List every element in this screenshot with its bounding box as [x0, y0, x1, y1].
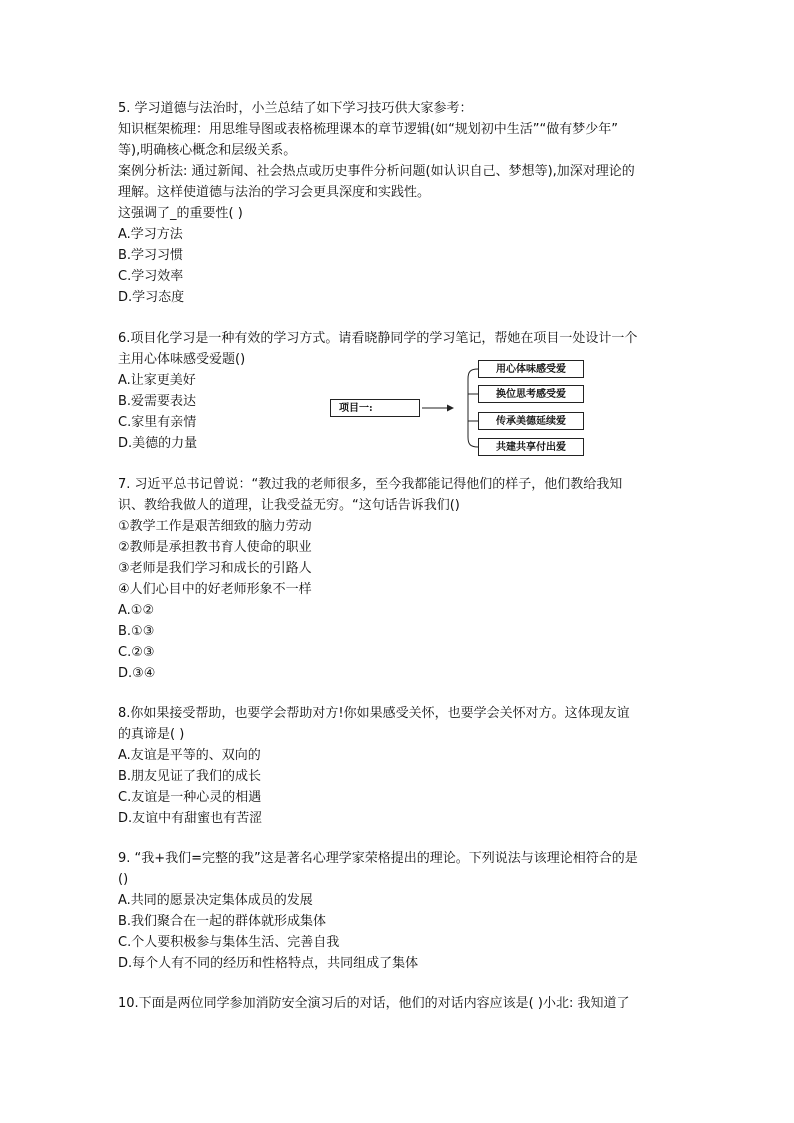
q7-line2: 识、教给我做人的道理，让我受益无穷。“这句话告诉我们() [118, 498, 460, 513]
project-diagram [328, 355, 590, 461]
q8-option-c: C.友谊是一种心灵的相遇 [118, 790, 262, 805]
q5-stem: 5. 学习道德与法治时，小兰总结了如下学习技巧供大家参考： [118, 101, 473, 116]
arrow-head-icon [447, 405, 454, 412]
q5-line5: 理解。这样使道德与法治的学习会更具深度和实践性。 [118, 185, 431, 200]
q6-option-b: B.爱需要表达 [118, 394, 197, 409]
q9-line2: () [118, 872, 129, 887]
q7-statement-4: ④人们心目中的好老师形象不一样 [118, 582, 312, 597]
diagram-leaf-2: 换位思考感受爱 [478, 385, 584, 403]
q9-option-c: C.个人要积极参与集体生活、完善自我 [118, 935, 340, 950]
q5-line2: 知识框架梳理：用思维导图或表格梳理课本的章节逻辑(如“规划初中生活”“做有梦少年” [118, 122, 619, 137]
q5-option-c: C.学习效率 [118, 269, 184, 284]
q7-statement-3: ③老师是我们学习和成长的引路人 [118, 561, 312, 576]
q7-statement-1: ①教学工作是艰苦细致的脑力劳动 [118, 519, 312, 534]
q6-option-a: A.让家更美好 [118, 373, 196, 388]
q7-option-a: A.①② [118, 603, 155, 618]
q5-line6: 这强调了_的重要性( ) [118, 206, 243, 221]
q6-option-d: D.美德的力量 [118, 436, 198, 451]
q7-option-b: B.①③ [118, 624, 155, 639]
q6-stem: 6.项目化学习是一种有效的学习方式。请看晓静同学的学习笔记，帮她在项目一处设计一个 [118, 331, 638, 346]
q6-line2: 主用心体味感受爱题() [118, 352, 246, 367]
q5-option-d: D.学习态度 [118, 290, 185, 305]
diagram-leaf-1: 用心体味感受爱 [478, 360, 584, 378]
q7-option-c: C.②③ [118, 645, 155, 660]
q5-option-b: B.学习习惯 [118, 248, 184, 263]
q8-option-b: B.朋友见证了我们的成长 [118, 769, 262, 784]
q8-option-d: D.友谊中有甜蜜也有苦涩 [118, 811, 263, 826]
q5-option-a: A.学习方法 [118, 227, 183, 242]
q8-stem: 8.你如果接受帮助，也要学会帮助对方!你如果感受关怀，也要学会关怀对方。这体现友谊 [118, 706, 630, 721]
q9-option-b: B.我们聚合在一起的群体就形成集体 [118, 914, 327, 929]
q7-stem: 7. 习近平总书记曾说：“教过我的老师很多，至今我都能记得他们的样子，他们教给我知 [118, 477, 623, 492]
q9-option-a: A.共同的愿景决定集体成员的发展 [118, 893, 313, 908]
q5-line4: 案例分析法: 通过新闻、社会热点或历史事件分析问题(如认识自己、梦想等),加深对理论的 [118, 164, 635, 179]
q7-statement-2: ②教师是承担教书育人使命的职业 [118, 540, 312, 555]
diagram-root-box: 项目一: [330, 399, 420, 417]
q10-stem: 10.下面是两位同学参加消防安全演习后的对话，他们的对话内容应该是( )小北: 我知道了 [118, 996, 630, 1011]
q9-option-d: D.每个人有不同的经历和性格特点，共同组成了集体 [118, 956, 419, 971]
diagram-leaf-4: 共建共享付出爱 [478, 438, 584, 456]
q8-option-a: A.友谊是平等的、双向的 [118, 748, 261, 763]
q6-option-c: C.家里有亲情 [118, 415, 197, 430]
q5-line3: 等),明确核心概念和层级关系。 [118, 143, 297, 158]
q8-line2: 的真谛是( ) [118, 727, 185, 742]
q7-option-d: D.③④ [118, 666, 156, 681]
diagram-brace [468, 369, 478, 447]
diagram-leaf-3: 传承美德延续爱 [478, 412, 584, 430]
q9-stem: 9. “我+我们=完整的我”这是著名心理学家荣格提出的理论。下列说法与该理论相符合的是 [118, 851, 638, 866]
